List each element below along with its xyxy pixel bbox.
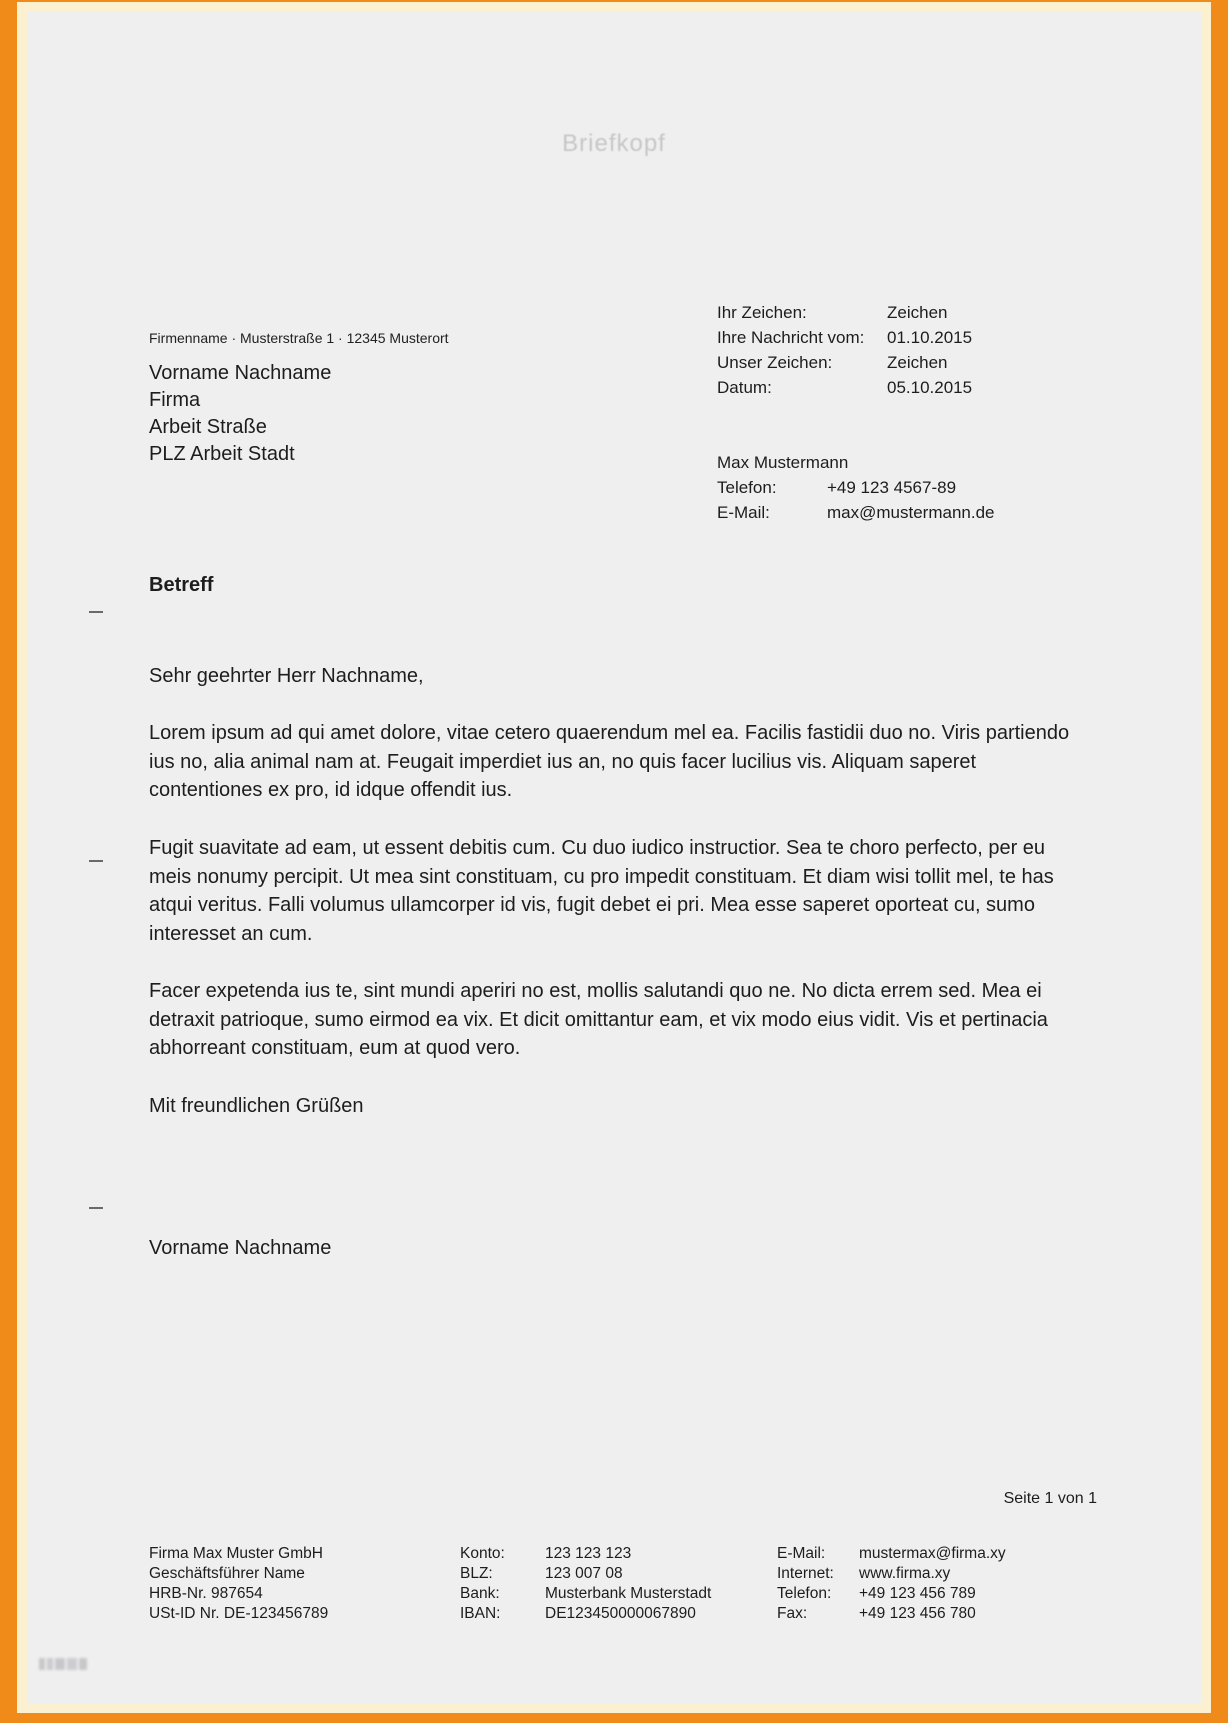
scan-watermark-smudge bbox=[39, 1658, 91, 1670]
body-paragraph: Lorem ipsum ad qui amet dolore, vitae cetero quaerendum mel ea. Facilis fastidii duo no. Viris partiendo ius no, alia animal nam at. Feugait imperdiet ius an, no quis facer lucilius vis. Aliquam saperet contentiones ex pro, id idque offendit ius. bbox=[149, 722, 1070, 801]
recipient-name: Vorname Nachname bbox=[149, 362, 332, 384]
reference-value: 05.10.2015 bbox=[887, 378, 973, 397]
footer-label: IBAN: bbox=[460, 1605, 501, 1622]
fold-mark bbox=[89, 1207, 103, 1209]
fold-mark bbox=[89, 860, 103, 862]
footer-company-column bbox=[149, 1544, 449, 1624]
footer-value: www.firma.xy bbox=[859, 1565, 951, 1582]
page-number: Seite 1 von 1 bbox=[1003, 1490, 1097, 1507]
recipient-street: Arbeit Straße bbox=[149, 416, 267, 438]
reference-label: Datum: bbox=[717, 378, 772, 397]
footer-ust-id: USt-ID Nr. DE-123456789 bbox=[149, 1605, 329, 1622]
signature-name: Vorname Nachname bbox=[149, 1237, 332, 1259]
contact-value: +49 123 4567-89 bbox=[827, 478, 957, 497]
footer-value: +49 123 456 780 bbox=[859, 1605, 976, 1622]
footer-bank-row bbox=[460, 1584, 790, 1604]
recipient-address-block bbox=[149, 360, 331, 468]
reference-block bbox=[717, 300, 1197, 400]
subject-line: Betreff bbox=[149, 574, 214, 596]
footer-company-name: Firma Max Muster GmbH bbox=[149, 1545, 323, 1562]
reference-label: Ihr Zeichen: bbox=[717, 303, 807, 322]
recipient-city: PLZ Arbeit Stadt bbox=[149, 443, 295, 465]
reference-value: Zeichen bbox=[887, 303, 948, 322]
contact-person-block bbox=[717, 450, 1197, 525]
salutation: Sehr geehrter Herr Nachname, bbox=[149, 665, 424, 687]
contact-row bbox=[717, 475, 1197, 500]
contact-label: E-Mail: bbox=[717, 503, 770, 522]
footer-contact-row bbox=[777, 1544, 1097, 1564]
closing-phrase: Mit freundlichen Grüßen bbox=[149, 1095, 364, 1117]
footer-value: 123 123 123 bbox=[545, 1545, 632, 1562]
reference-label: Unser Zeichen: bbox=[717, 353, 833, 372]
reference-row bbox=[717, 325, 1197, 350]
footer-value: Musterbank Musterstadt bbox=[545, 1585, 712, 1602]
footer-label: BLZ: bbox=[460, 1565, 493, 1582]
footer-contact-row bbox=[777, 1584, 1097, 1604]
footer-value: DE123450000067890 bbox=[545, 1605, 696, 1622]
footer-managing-director: Geschäftsführer Name bbox=[149, 1565, 305, 1582]
fold-mark bbox=[89, 611, 103, 613]
footer-value: mustermax@firma.xy bbox=[859, 1545, 1006, 1562]
footer-bank-row bbox=[460, 1544, 790, 1564]
reference-label: Ihre Nachricht vom: bbox=[717, 328, 865, 347]
letter-page bbox=[27, 12, 1201, 1703]
footer-bank-row bbox=[460, 1564, 790, 1584]
reference-row bbox=[717, 375, 1197, 400]
contact-value: max@mustermann.de bbox=[827, 503, 995, 522]
footer-label: Telefon: bbox=[777, 1585, 832, 1602]
footer-hrb-number: HRB-Nr. 987654 bbox=[149, 1585, 263, 1602]
footer-label: Internet: bbox=[777, 1565, 834, 1582]
footer-label: Konto: bbox=[460, 1545, 505, 1562]
reference-row bbox=[717, 350, 1197, 375]
footer-contact-column bbox=[777, 1544, 1097, 1624]
contact-label: Telefon: bbox=[717, 478, 777, 497]
footer-contact-row bbox=[777, 1564, 1097, 1584]
footer-contact-row bbox=[777, 1604, 1097, 1624]
footer-label: Fax: bbox=[777, 1605, 808, 1622]
footer-label: E-Mail: bbox=[777, 1545, 826, 1562]
recipient-company: Firma bbox=[149, 389, 201, 411]
body-paragraph: Fugit suavitate ad eam, ut essent debitis cum. Cu duo iudico instructior. Sea te choro perfecto, per eu meis nonumy percipit. Ut mea sint constituam, cu pro impedit constituam. Et diam wisi tollit mel, te has atqui veritus. Falli volumus ullamcorper id vis, fugit debet ei pri. Mea esse saperet oporteat cu, sumo interesset an cum. bbox=[149, 837, 1054, 945]
body-paragraph: Facer expetenda ius te, sint mundi aperiri no est, mollis salutandi quo ne. No dicta errem sed. Mea ei detraxit patrioque, sumo eirmod ea vix. Et dicit omittantur eam, et vix modo eius vidit. Vis et pertinacia abhorreant constituam, eum at quod vero. bbox=[149, 980, 1048, 1059]
footer-label: Bank: bbox=[460, 1585, 500, 1602]
letterhead-placeholder-title: Briefkopf bbox=[562, 130, 666, 157]
reference-value: Zeichen bbox=[887, 353, 948, 372]
contact-row bbox=[717, 500, 1197, 525]
sender-return-address: Firmenname · Musterstraße 1 · 12345 Musterort bbox=[149, 330, 449, 346]
reference-row bbox=[717, 300, 1197, 325]
contact-name: Max Mustermann bbox=[717, 453, 849, 472]
reference-value: 01.10.2015 bbox=[887, 328, 973, 347]
footer-value: +49 123 456 789 bbox=[859, 1585, 976, 1602]
footer-bank-row bbox=[460, 1604, 790, 1624]
footer-value: 123 007 08 bbox=[545, 1565, 623, 1582]
footer-bank-column bbox=[460, 1544, 790, 1624]
